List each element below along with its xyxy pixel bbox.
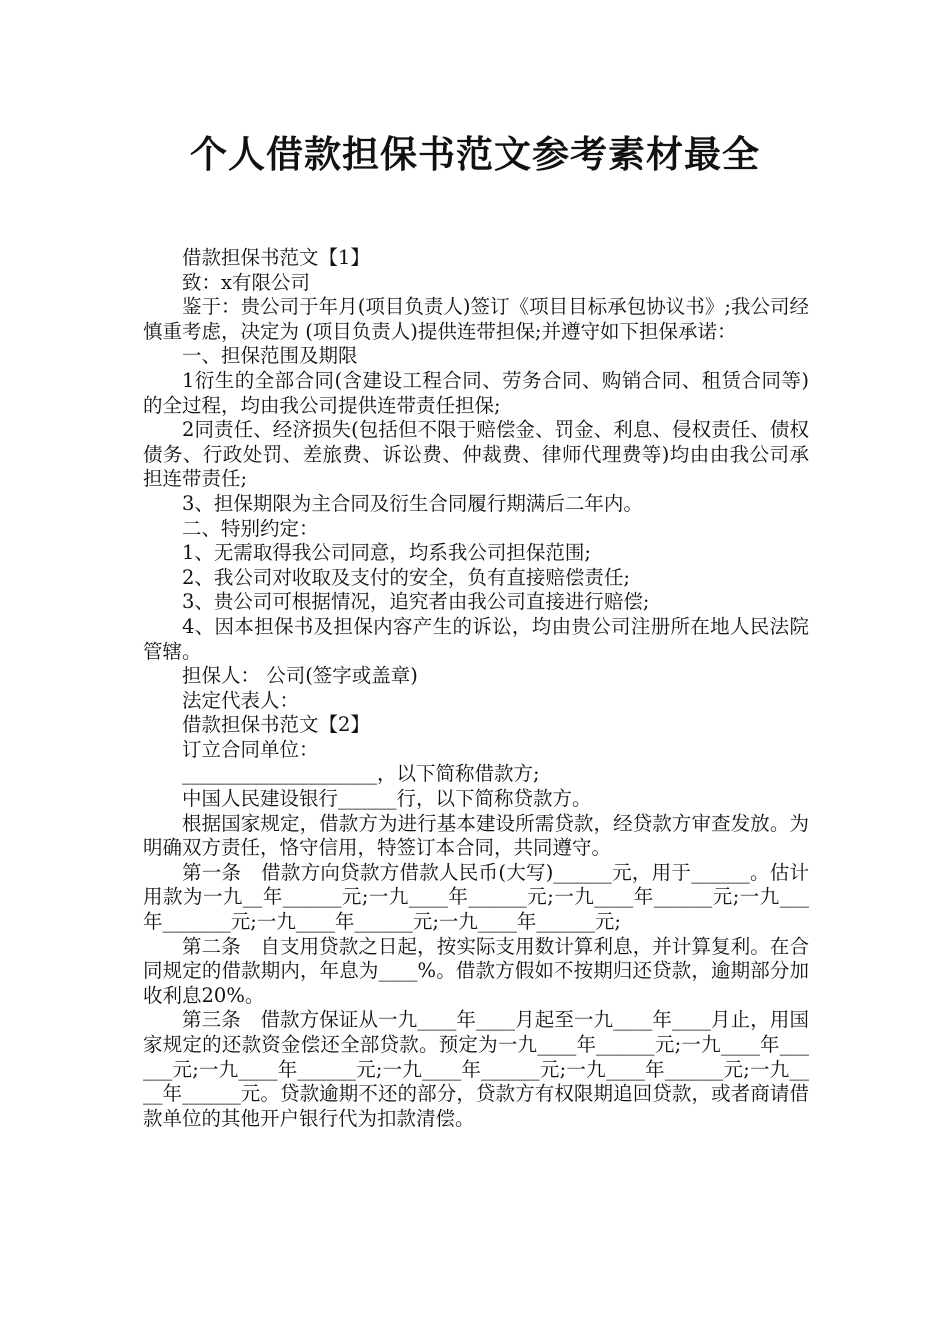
paragraph-guarantor: 担保人： 公司(签字或盖章) — [182, 664, 418, 688]
paragraph-section-one: 一、担保范围及期限 — [182, 344, 358, 368]
paragraph-clause: 3、担保期限为主合同及衍生合同履行期满后二年内。 — [182, 491, 643, 515]
paragraph-heading-sample-1: 借款担保书范文【1】 — [182, 246, 370, 269]
paragraph-clause: 2、我公司对收取及支付的安全，负有直接赔偿责任; — [182, 565, 630, 589]
paragraph-article-three: 第三条 借款方保证从一九____年____月起至一九____年____月止，用国家规定的还款资金偿还全部贷款。预定为一九____年______元;一九____年______元;一九____年______元;一九____年______元;一九____年______元;一九____年______元。贷款逾期不还的部分，贷款方有权限期追回贷款，或者商请借款单位的其他开户银行代为扣款清偿。 — [143, 1008, 809, 1130]
paragraph-clause: 1衍生的全部合同(含建设工程合同、劳务合同、购销合同、租赁合同等)的全过程，均由我公司提供连带责任担保; — [143, 368, 809, 417]
paragraph-legal-representative: 法定代表人： — [182, 688, 300, 712]
paragraph-lender: 中国人民建设银行______行，以下简称贷款方。 — [182, 787, 592, 811]
document-body — [143, 246, 809, 1131]
paragraph-article-two: 第二条 自支用贷款之日起，按实际支用数计算利息，并计算复利。在合同规定的借款期内，年息为____%。借款方假如不按期归还贷款，逾期部分加收利息20%。 — [143, 934, 809, 1007]
document-title: 个人借款担保书范文参考素材最全 — [190, 133, 760, 176]
paragraph-clause: 1、无需取得我公司同意，均系我公司担保范围; — [182, 541, 591, 565]
paragraph-section-two: 二、特别约定： — [182, 516, 319, 540]
paragraph-contract-parties: 订立合同单位： — [182, 737, 319, 761]
paragraph-clause: 2同责任、经济损失(包括但不限于赔偿金、罚金、利息、侵权责任、债权债务、行政处罚、差旅费、诉讼费、仲裁费、律师代理费等)均由由我公司承担连带责任; — [143, 418, 809, 491]
paragraph-heading-sample-2: 借款担保书范文【2】 — [182, 713, 370, 737]
paragraph-article-one: 第一条 借款方向贷款方借款人民币(大写)______元，用于______。估计用款为一九__年______元;一九____年______元;一九____年______元;一九___年_______元;一九____年______元;一九____年______元; — [143, 860, 809, 934]
paragraph-addressee: 致：x有限公司 — [182, 270, 310, 294]
paragraph-preamble: 鉴于：贵公司于年月(项目负责人)签订《项目目标承包协议书》;我公司经慎重考虑，决定为 (项目负责人)提供连带担保;并遵守如下担保承诺： — [143, 295, 809, 343]
paragraph-clause: 3、贵公司可根据情况，追究者由我公司直接进行赔偿; — [182, 590, 650, 614]
paragraph-borrower-blank: ____________________，以下简称借款方; — [182, 762, 540, 786]
paragraph-clause: 4、因本担保书及担保内容产生的诉讼，均由贵公司注册所在地人民法院管辖。 — [143, 614, 809, 663]
paragraph-purpose: 根据国家规定，借款方为进行基本建设所需贷款，经贷款方审查发放。为明确双方责任，恪守信用，特签订本合同，共同遵守。 — [143, 811, 809, 860]
